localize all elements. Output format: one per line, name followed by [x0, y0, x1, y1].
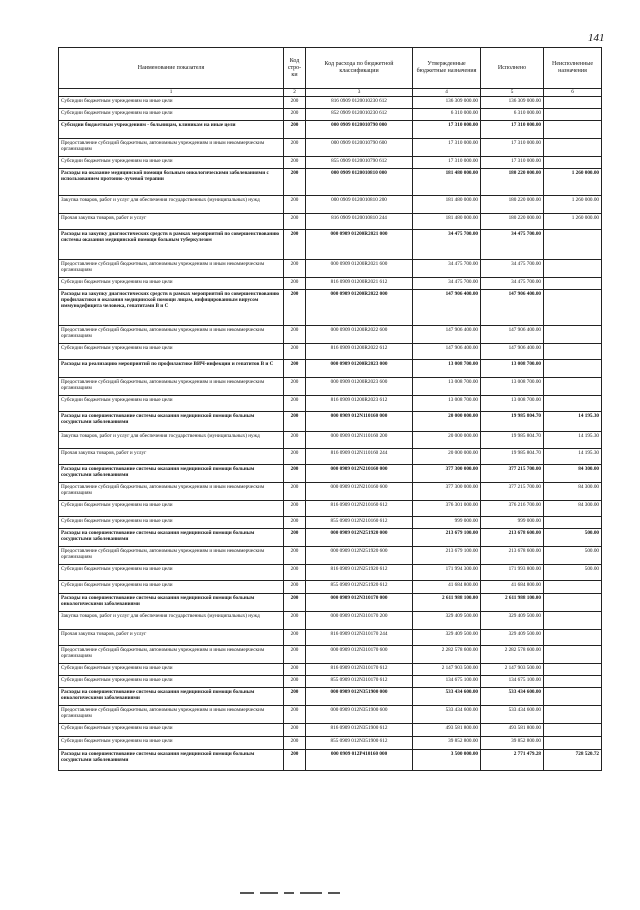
- column-number: 2: [284, 89, 306, 97]
- row-approved-cell: 493 581 800.00: [413, 724, 481, 737]
- row-code-cell: 200: [284, 483, 306, 501]
- table-row: [59, 724, 602, 737]
- row-code-cell: 200: [284, 290, 306, 326]
- table-row: [59, 664, 602, 676]
- table-row: [59, 565, 602, 581]
- row-executed-cell: 213 678 600.00: [481, 529, 544, 547]
- table-row: [59, 169, 602, 196]
- row-unexecuted-cell: [544, 517, 602, 529]
- row-code-cell: 200: [284, 432, 306, 449]
- row-kbk-cell: 855 0909 012N251920 612: [306, 581, 413, 594]
- row-unexecuted-cell: [544, 581, 602, 594]
- row-unexecuted-cell: [544, 664, 602, 676]
- row-approved-cell: 181 480 000.00: [413, 196, 481, 214]
- row-executed-cell: 180 220 000.00: [481, 214, 544, 230]
- table-row: [59, 547, 602, 565]
- row-name-cell: Расходы на совершенствование системы оказания медицинской помощи больным сосудистыми заболеваниями: [59, 412, 284, 432]
- row-approved-cell: 34 475 700.00: [413, 260, 481, 278]
- row-code-cell: 200: [284, 501, 306, 517]
- row-unexecuted-cell: [544, 688, 602, 706]
- row-kbk-cell: 816 0909 01200R2022 612: [306, 344, 413, 360]
- row-unexecuted-cell: [544, 676, 602, 688]
- row-approved-cell: 533 434 600.00: [413, 706, 481, 724]
- row-approved-cell: 329 409 500.00: [413, 630, 481, 646]
- row-kbk-cell: 000 0909 0120010790 000: [306, 121, 413, 139]
- table-row: [59, 412, 602, 432]
- row-approved-cell: 3 500 000.00: [413, 750, 481, 771]
- row-approved-cell: 213 679 100.00: [413, 529, 481, 547]
- row-executed-cell: 34 475 700.00: [481, 230, 544, 260]
- row-kbk-cell: 000 0909 01200R2021 000: [306, 230, 413, 260]
- row-code-cell: 200: [284, 565, 306, 581]
- table-row: [59, 581, 602, 594]
- row-code-cell: 200: [284, 724, 306, 737]
- header-executed: Исполнено: [481, 48, 544, 89]
- row-code-cell: 200: [284, 664, 306, 676]
- row-code-cell: 200: [284, 688, 306, 706]
- row-approved-cell: 147 906 400.00: [413, 344, 481, 360]
- row-code-cell: 200: [284, 157, 306, 169]
- table-row: [59, 97, 602, 109]
- row-approved-cell: 17 310 000.00: [413, 157, 481, 169]
- row-approved-cell: 20 000 000.00: [413, 432, 481, 449]
- column-number: 6: [544, 89, 602, 97]
- table-row: [59, 157, 602, 169]
- row-executed-cell: 17 310 000.00: [481, 157, 544, 169]
- row-executed-cell: 493 581 800.00: [481, 724, 544, 737]
- row-unexecuted-cell: 84 300.00: [544, 483, 602, 501]
- row-code-cell: 200: [284, 529, 306, 547]
- row-approved-cell: 147 906 400.00: [413, 326, 481, 344]
- row-name-cell: Расходы на совершенствование системы оказания медицинской помощи больным онкологическими заболеваниями: [59, 688, 284, 706]
- row-kbk-cell: 852 0909 0120010230 612: [306, 109, 413, 121]
- table-row: [59, 326, 602, 344]
- row-executed-cell: 377 215 700.00: [481, 465, 544, 483]
- row-code-cell: 200: [284, 169, 306, 196]
- column-number-row: [59, 89, 602, 97]
- row-kbk-cell: 000 0909 012P410160 000: [306, 750, 413, 771]
- row-code-cell: 200: [284, 750, 306, 771]
- row-executed-cell: 213 678 600.00: [481, 547, 544, 565]
- row-approved-cell: 181 480 000.00: [413, 214, 481, 230]
- row-unexecuted-cell: [544, 278, 602, 290]
- row-unexecuted-cell: [544, 737, 602, 750]
- row-executed-cell: 376 216 700.00: [481, 501, 544, 517]
- row-approved-cell: 20 000 000.00: [413, 412, 481, 432]
- row-kbk-cell: 000 0909 012N351900 000: [306, 688, 413, 706]
- table-row: [59, 501, 602, 517]
- row-kbk-cell: 855 0909 012N351900 612: [306, 737, 413, 750]
- row-kbk-cell: 000 0909 01200R2021 600: [306, 260, 413, 278]
- row-kbk-cell: 000 0909 01200R2022 600: [306, 326, 413, 344]
- row-kbk-cell: 816 0909 012N310170 244: [306, 630, 413, 646]
- row-kbk-cell: 816 0909 0120010230 612: [306, 97, 413, 109]
- row-unexecuted-cell: [544, 97, 602, 109]
- row-code-cell: 200: [284, 396, 306, 412]
- row-approved-cell: 6 310 000.00: [413, 109, 481, 121]
- row-executed-cell: 19 985 804.70: [481, 432, 544, 449]
- row-unexecuted-cell: [544, 360, 602, 378]
- row-unexecuted-cell: [544, 139, 602, 157]
- row-name-cell: Субсидии бюджетным учреждениям на иные цели: [59, 517, 284, 529]
- row-code-cell: 200: [284, 465, 306, 483]
- row-unexecuted-cell: [544, 612, 602, 630]
- table-row: [59, 483, 602, 501]
- row-unexecuted-cell: [544, 630, 602, 646]
- budget-execution-table: [58, 47, 602, 771]
- row-code-cell: 200: [284, 581, 306, 594]
- table-row: [59, 396, 602, 412]
- row-kbk-cell: 855 0909 012N310170 612: [306, 676, 413, 688]
- row-unexecuted-cell: [544, 706, 602, 724]
- row-code-cell: 200: [284, 360, 306, 378]
- row-unexecuted-cell: [544, 646, 602, 664]
- row-approved-cell: 17 310 000.00: [413, 121, 481, 139]
- row-name-cell: Субсидии бюджетным учреждениям на иные цели: [59, 109, 284, 121]
- row-executed-cell: 147 906 400.00: [481, 290, 544, 326]
- row-unexecuted-cell: [544, 344, 602, 360]
- row-approved-cell: 147 906 400.00: [413, 290, 481, 326]
- row-name-cell: Субсидии бюджетным учреждениям на иные цели: [59, 676, 284, 688]
- row-code-cell: 200: [284, 139, 306, 157]
- row-executed-cell: 147 906 400.00: [481, 344, 544, 360]
- row-approved-cell: 13 008 700.00: [413, 360, 481, 378]
- row-name-cell: Субсидии бюджетным учреждениям на иные цели: [59, 157, 284, 169]
- row-executed-cell: 2 611 988 100.00: [481, 594, 544, 612]
- row-executed-cell: 39 852 800.00: [481, 737, 544, 750]
- row-approved-cell: 999 000.00: [413, 517, 481, 529]
- header-unexecuted: Неисполненные назначения: [544, 48, 602, 89]
- row-unexecuted-cell: 728 520.72: [544, 750, 602, 771]
- row-code-cell: 200: [284, 737, 306, 750]
- row-unexecuted-cell: [544, 378, 602, 396]
- row-kbk-cell: 000 0909 012N251920 600: [306, 547, 413, 565]
- header-code: Код стро-ки: [284, 48, 306, 89]
- row-name-cell: Предоставление субсидий бюджетным, автономным учреждениям и иным некоммерческим организациям: [59, 547, 284, 565]
- row-unexecuted-cell: [544, 109, 602, 121]
- table-row: [59, 360, 602, 378]
- row-executed-cell: 34 475 700.00: [481, 260, 544, 278]
- row-kbk-cell: 000 0909 012N210160 600: [306, 483, 413, 501]
- table-row: [59, 594, 602, 612]
- table-row: [59, 688, 602, 706]
- table-row: [59, 449, 602, 465]
- row-name-cell: Расходы на закупку диагностических средств в рамках мероприятий по совершенствованию профилактики и оказания медицинской помощи лицам, инфицированным вирусом иммунодефицита человека, гепатитами В и С: [59, 290, 284, 326]
- row-name-cell: Субсидии бюджетным учреждениям на иные цели: [59, 737, 284, 750]
- row-name-cell: Расходы на закупку диагностических средств в рамках мероприятий по совершенствованию системы оказания медицинской помощи больным туберкулезом: [59, 230, 284, 260]
- header-approved: Утвержденные бюджетные назначения: [413, 48, 481, 89]
- row-code-cell: 200: [284, 646, 306, 664]
- table-header-row: [59, 48, 602, 89]
- row-approved-cell: 34 475 700.00: [413, 230, 481, 260]
- row-approved-cell: 41 684 800.00: [413, 581, 481, 594]
- row-name-cell: Закупка товаров, работ и услуг для обеспечения государственных (муниципальных) нужд: [59, 432, 284, 449]
- row-executed-cell: 329 409 500.00: [481, 612, 544, 630]
- row-name-cell: Расходы на совершенствование системы оказания медицинской помощи больным сосудистыми заболеваниями: [59, 750, 284, 771]
- table-row: [59, 676, 602, 688]
- table-row: [59, 121, 602, 139]
- row-approved-cell: 13 008 700.00: [413, 396, 481, 412]
- row-kbk-cell: 855 0909 012N210160 612: [306, 517, 413, 529]
- row-kbk-cell: 816 0909 0120010810 244: [306, 214, 413, 230]
- row-name-cell: Субсидии бюджетным учреждениям на иные цели: [59, 581, 284, 594]
- row-kbk-cell: 816 0909 012N351900 612: [306, 724, 413, 737]
- row-executed-cell: 2 771 479.28: [481, 750, 544, 771]
- table-row: [59, 612, 602, 630]
- column-number: 1: [59, 89, 284, 97]
- table-row: [59, 344, 602, 360]
- row-code-cell: 200: [284, 412, 306, 432]
- row-executed-cell: 377 215 700.00: [481, 483, 544, 501]
- row-code-cell: 200: [284, 612, 306, 630]
- table-row: [59, 230, 602, 260]
- row-kbk-cell: 000 0909 01200R2022 000: [306, 290, 413, 326]
- row-name-cell: Субсидии бюджетным учреждениям - больницам, клиникам на иные цели: [59, 121, 284, 139]
- row-unexecuted-cell: 14 195.30: [544, 412, 602, 432]
- row-kbk-cell: 000 0909 012N110160 200: [306, 432, 413, 449]
- row-unexecuted-cell: [544, 230, 602, 260]
- row-name-cell: Предоставление субсидий бюджетным, автономным учреждениям и иным некоммерческим организациям: [59, 326, 284, 344]
- row-name-cell: Предоставление субсидий бюджетным, автономным учреждениям и иным некоммерческим организациям: [59, 483, 284, 501]
- header-name: Наименование показателя: [59, 48, 284, 89]
- row-name-cell: Субсидии бюджетным учреждениям на иные цели: [59, 97, 284, 109]
- row-unexecuted-cell: [544, 157, 602, 169]
- row-kbk-cell: 000 0909 0120010810 200: [306, 196, 413, 214]
- row-executed-cell: 13 008 700.00: [481, 396, 544, 412]
- table-row: [59, 139, 602, 157]
- row-unexecuted-cell: [544, 326, 602, 344]
- row-executed-cell: 13 008 700.00: [481, 378, 544, 396]
- row-code-cell: 200: [284, 230, 306, 260]
- row-approved-cell: 134 675 100.00: [413, 676, 481, 688]
- row-kbk-cell: 000 0909 0120010810 000: [306, 169, 413, 196]
- row-unexecuted-cell: 84 300.00: [544, 465, 602, 483]
- row-unexecuted-cell: [544, 594, 602, 612]
- row-kbk-cell: 816 0909 012N110160 244: [306, 449, 413, 465]
- row-code-cell: 200: [284, 109, 306, 121]
- row-executed-cell: 6 310 000.00: [481, 109, 544, 121]
- table-body: [59, 97, 602, 771]
- row-approved-cell: 2 611 988 100.00: [413, 594, 481, 612]
- row-name-cell: Расходы на совершенствование системы оказания медицинской помощи больным онкологическими заболеваниями: [59, 594, 284, 612]
- row-unexecuted-cell: [544, 724, 602, 737]
- row-code-cell: 200: [284, 594, 306, 612]
- row-code-cell: 200: [284, 196, 306, 214]
- row-name-cell: Расходы на оказание медицинской помощи больным онкологическими заболеваниями с использованием протонно-лучевой терапии: [59, 169, 284, 196]
- table-row: [59, 529, 602, 547]
- row-approved-cell: 377 300 000.00: [413, 483, 481, 501]
- row-executed-cell: 34 475 700.00: [481, 278, 544, 290]
- row-approved-cell: 39 852 800.00: [413, 737, 481, 750]
- row-name-cell: Субсидии бюджетным учреждениям на иные цели: [59, 501, 284, 517]
- row-code-cell: 200: [284, 214, 306, 230]
- row-kbk-cell: 816 0909 012N310170 612: [306, 664, 413, 676]
- table-row: [59, 465, 602, 483]
- row-approved-cell: 213 679 100.00: [413, 547, 481, 565]
- scan-edge-marks: [240, 892, 440, 895]
- table-row: [59, 706, 602, 724]
- row-name-cell: Субсидии бюджетным учреждениям на иные цели: [59, 664, 284, 676]
- row-kbk-cell: 000 0909 012N310170 600: [306, 646, 413, 664]
- row-approved-cell: 2 147 903 500.00: [413, 664, 481, 676]
- row-kbk-cell: 000 0909 012N110160 000: [306, 412, 413, 432]
- row-approved-cell: 533 434 600.00: [413, 688, 481, 706]
- table-row: [59, 290, 602, 326]
- header-budget-code: Код расхода по бюджетной классификации: [306, 48, 413, 89]
- row-unexecuted-cell: 500.00: [544, 547, 602, 565]
- row-kbk-cell: 000 0909 0120010790 600: [306, 139, 413, 157]
- row-code-cell: 200: [284, 676, 306, 688]
- row-approved-cell: 13 008 700.00: [413, 378, 481, 396]
- row-name-cell: Предоставление субсидий бюджетным, автономным учреждениям и иным некоммерческим организациям: [59, 378, 284, 396]
- row-name-cell: Субсидии бюджетным учреждениям на иные цели: [59, 278, 284, 290]
- row-kbk-cell: 000 0909 012N251920 000: [306, 529, 413, 547]
- table-row: [59, 214, 602, 230]
- row-kbk-cell: 000 0909 012N210160 000: [306, 465, 413, 483]
- row-kbk-cell: 855 0909 0120010790 612: [306, 157, 413, 169]
- row-code-cell: 200: [284, 260, 306, 278]
- row-name-cell: Субсидии бюджетным учреждениям на иные цели: [59, 344, 284, 360]
- row-approved-cell: 329 409 500.00: [413, 612, 481, 630]
- row-code-cell: 200: [284, 517, 306, 529]
- table-row: [59, 278, 602, 290]
- column-number: 4: [413, 89, 481, 97]
- row-kbk-cell: 000 0909 012N310170 000: [306, 594, 413, 612]
- column-number: 3: [306, 89, 413, 97]
- row-approved-cell: 171 994 300.00: [413, 565, 481, 581]
- row-kbk-cell: 816 0909 01200R2021 612: [306, 278, 413, 290]
- row-executed-cell: 17 310 000.00: [481, 121, 544, 139]
- row-approved-cell: 20 000 000.00: [413, 449, 481, 465]
- row-kbk-cell: 000 0909 01200R2023 600: [306, 378, 413, 396]
- row-name-cell: Закупка товаров, работ и услуг для обеспечения государственных (муниципальных) нужд: [59, 196, 284, 214]
- row-kbk-cell: 816 0909 012N210160 612: [306, 501, 413, 517]
- row-unexecuted-cell: 1 260 000.00: [544, 214, 602, 230]
- row-name-cell: Субсидии бюджетным учреждениям на иные цели: [59, 396, 284, 412]
- row-approved-cell: 2 282 578 600.00: [413, 646, 481, 664]
- row-name-cell: Прочая закупка товаров, работ и услуг: [59, 449, 284, 465]
- row-kbk-cell: 816 0909 012N251920 612: [306, 565, 413, 581]
- row-executed-cell: 533 434 600.00: [481, 706, 544, 724]
- row-approved-cell: 17 310 000.00: [413, 139, 481, 157]
- row-name-cell: Предоставление субсидий бюджетным, автономным учреждениям и иным некоммерческим организациям: [59, 139, 284, 157]
- column-number: 5: [481, 89, 544, 97]
- row-executed-cell: 147 906 400.00: [481, 326, 544, 344]
- row-executed-cell: 19 985 804.70: [481, 412, 544, 432]
- table-row: [59, 432, 602, 449]
- row-code-cell: 200: [284, 706, 306, 724]
- row-kbk-cell: 000 0909 01200R2023 000: [306, 360, 413, 378]
- row-name-cell: Предоставление субсидий бюджетным, автономным учреждениям и иным некоммерческим организациям: [59, 260, 284, 278]
- row-unexecuted-cell: 1 260 000.00: [544, 169, 602, 196]
- row-executed-cell: 171 993 800.00: [481, 565, 544, 581]
- row-unexecuted-cell: [544, 121, 602, 139]
- row-executed-cell: 329 409 500.00: [481, 630, 544, 646]
- row-executed-cell: 19 985 804.70: [481, 449, 544, 465]
- row-unexecuted-cell: 500.00: [544, 529, 602, 547]
- table-row: [59, 109, 602, 121]
- row-name-cell: Субсидии бюджетным учреждениям на иные цели: [59, 724, 284, 737]
- row-name-cell: Закупка товаров, работ и услуг для обеспечения государственных (муниципальных) нужд: [59, 612, 284, 630]
- row-unexecuted-cell: 84 300.00: [544, 501, 602, 517]
- row-name-cell: Субсидии бюджетным учреждениям на иные цели: [59, 565, 284, 581]
- row-name-cell: Предоставление субсидий бюджетным, автономным учреждениям и иным некоммерческим организациям: [59, 706, 284, 724]
- row-approved-cell: 181 480 000.00: [413, 169, 481, 196]
- row-unexecuted-cell: 1 260 000.00: [544, 196, 602, 214]
- page-number: 141: [588, 32, 605, 44]
- row-approved-cell: 376 301 000.00: [413, 501, 481, 517]
- row-name-cell: Прочая закупка товаров, работ и услуг: [59, 630, 284, 646]
- row-code-cell: 200: [284, 378, 306, 396]
- row-code-cell: 200: [284, 278, 306, 290]
- row-name-cell: Расходы на совершенствование системы оказания медицинской помощи больным сосудистыми заболеваниями: [59, 465, 284, 483]
- row-code-cell: 200: [284, 449, 306, 465]
- table-row: [59, 630, 602, 646]
- row-code-cell: 200: [284, 97, 306, 109]
- row-unexecuted-cell: 14 195.30: [544, 449, 602, 465]
- row-unexecuted-cell: 14 195.30: [544, 432, 602, 449]
- row-approved-cell: 136 309 000.00: [413, 97, 481, 109]
- row-approved-cell: 34 475 700.00: [413, 278, 481, 290]
- row-name-cell: Расходы на совершенствование системы оказания медицинской помощи больным сосудистыми заболеваниями: [59, 529, 284, 547]
- table-row: [59, 737, 602, 750]
- row-code-cell: 200: [284, 326, 306, 344]
- table-row: [59, 196, 602, 214]
- row-executed-cell: 41 684 800.00: [481, 581, 544, 594]
- table-row: [59, 517, 602, 529]
- row-executed-cell: 180 220 000.00: [481, 169, 544, 196]
- table-row: [59, 646, 602, 664]
- row-name-cell: Прочая закупка товаров, работ и услуг: [59, 214, 284, 230]
- table-row: [59, 260, 602, 278]
- row-executed-cell: 136 309 000.00: [481, 97, 544, 109]
- row-code-cell: 200: [284, 121, 306, 139]
- row-executed-cell: 13 008 700.00: [481, 360, 544, 378]
- row-code-cell: 200: [284, 344, 306, 360]
- row-code-cell: 200: [284, 547, 306, 565]
- row-kbk-cell: 000 0909 012N310170 200: [306, 612, 413, 630]
- row-unexecuted-cell: [544, 290, 602, 326]
- row-executed-cell: 2 282 578 600.00: [481, 646, 544, 664]
- row-executed-cell: 134 675 100.00: [481, 676, 544, 688]
- row-executed-cell: 17 310 000.00: [481, 139, 544, 157]
- row-name-cell: Предоставление субсидий бюджетным, автономным учреждениям и иным некоммерческим организациям: [59, 646, 284, 664]
- row-unexecuted-cell: [544, 396, 602, 412]
- row-unexecuted-cell: [544, 260, 602, 278]
- row-executed-cell: 533 434 600.00: [481, 688, 544, 706]
- table-row: [59, 378, 602, 396]
- table-row: [59, 750, 602, 771]
- row-executed-cell: 2 147 903 500.00: [481, 664, 544, 676]
- row-approved-cell: 377 300 000.00: [413, 465, 481, 483]
- row-unexecuted-cell: 500.00: [544, 565, 602, 581]
- row-executed-cell: 999 000.00: [481, 517, 544, 529]
- row-kbk-cell: 000 0909 012N351900 600: [306, 706, 413, 724]
- row-kbk-cell: 816 0909 01200R2023 612: [306, 396, 413, 412]
- row-executed-cell: 180 220 000.00: [481, 196, 544, 214]
- row-name-cell: Расходы на реализацию мероприятий по профилактике ВИЧ-инфекции и гепатитов В и С: [59, 360, 284, 378]
- row-code-cell: 200: [284, 630, 306, 646]
